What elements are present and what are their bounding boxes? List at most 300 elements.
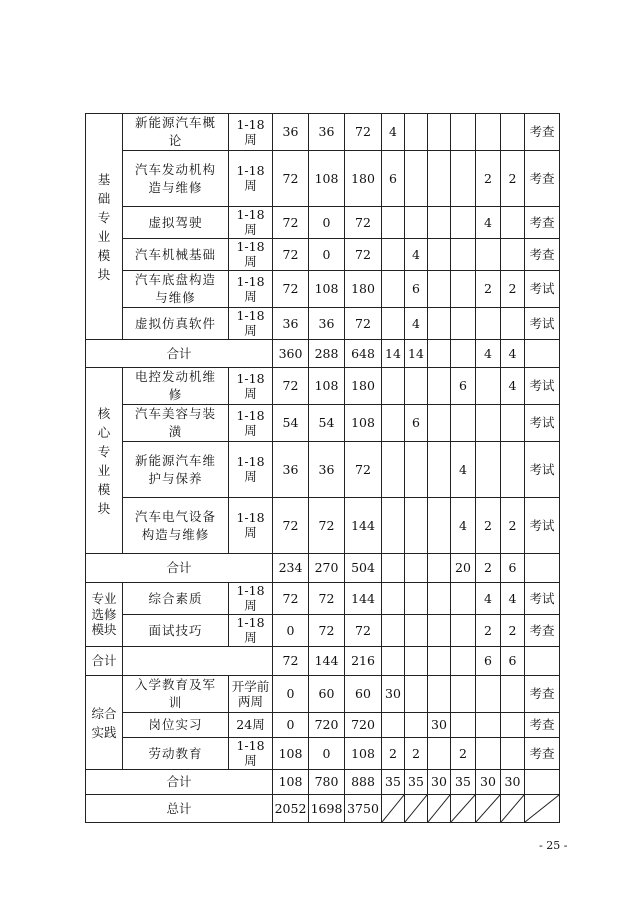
semester-5-hours-cell: 2 <box>476 271 501 308</box>
semester-4-hours-cell: 20 <box>451 554 476 583</box>
diagonal-slash <box>382 795 404 822</box>
total-hours-cell: 60 <box>345 676 382 713</box>
course-row <box>86 442 560 498</box>
weeks-cell <box>229 151 273 207</box>
diagonal-slash <box>525 795 559 822</box>
subtotal-label: 合计 <box>86 647 123 676</box>
semester-3-hours-cell <box>428 405 451 442</box>
subtotal-theory-hours: 360 <box>273 340 309 368</box>
weeks-cell <box>229 405 273 442</box>
semester-1-hours-cell <box>382 308 405 340</box>
semester-6-hours-cell: 2 <box>501 271 525 308</box>
semester-3-hours-cell <box>428 207 451 239</box>
semester-3-hours-cell <box>428 676 451 713</box>
subtotal-row <box>86 554 560 583</box>
assessment-cell: 考试 <box>525 405 560 442</box>
course-name: 汽车发动机构造与维修 <box>134 161 216 195</box>
practice-hours-cell: 0 <box>309 239 345 271</box>
theory-hours-cell: 0 <box>273 615 309 647</box>
semester-1-hours-cell <box>382 271 405 308</box>
diagonal-slash-cell <box>525 795 560 823</box>
semester-5-hours-cell: 2 <box>476 498 501 554</box>
module-name-cell <box>86 114 123 340</box>
course-name-cell <box>123 583 229 615</box>
subtotal-theory-hours: 234 <box>273 554 309 583</box>
diagonal-slash-cell <box>451 795 476 823</box>
semester-1-hours-cell <box>382 583 405 615</box>
semester-1-hours-cell <box>382 554 405 583</box>
semester-6-hours-cell: 2 <box>501 615 525 647</box>
theory-hours-cell: 72 <box>273 151 309 207</box>
assessment-cell: 考试 <box>525 583 560 615</box>
semester-1-hours-cell: 30 <box>382 676 405 713</box>
weeks-cell <box>229 676 273 713</box>
semester-5-hours-cell: 2 <box>476 615 501 647</box>
semester-3-hours-cell: 30 <box>428 713 451 738</box>
module-name: 核心专业模块 <box>97 405 111 516</box>
weeks-text: 24周 <box>236 717 265 732</box>
semester-2-hours-cell <box>405 442 428 498</box>
semester-2-hours-cell: 6 <box>405 405 428 442</box>
semester-5-hours-cell <box>476 308 501 340</box>
weeks-text: 1-18周 <box>236 370 265 401</box>
course-row <box>86 713 560 738</box>
semester-3-hours-cell <box>428 738 451 770</box>
theory-hours-cell: 72 <box>273 271 309 308</box>
practice-hours-cell: 60 <box>309 676 345 713</box>
semester-2-hours-cell <box>405 615 428 647</box>
practice-hours-cell: 72 <box>309 498 345 554</box>
subtotal-label: 合计 <box>86 340 273 368</box>
semester-2-hours-cell <box>405 554 428 583</box>
semester-6-hours-cell <box>501 738 525 770</box>
weeks-text: 1-18周 <box>236 239 265 269</box>
practice-hours-cell: 0 <box>309 207 345 239</box>
semester-6-hours-cell: 6 <box>501 647 525 676</box>
semester-5-hours-cell: 4 <box>476 340 501 368</box>
empty-cell <box>123 647 273 676</box>
module-name-cell <box>86 583 123 647</box>
weeks-cell <box>229 308 273 340</box>
subtotal-row <box>86 340 560 368</box>
weeks-cell <box>229 114 273 151</box>
course-name-cell <box>123 405 229 442</box>
total-hours-cell: 108 <box>345 738 382 770</box>
subtotal-label: 合计 <box>86 770 273 795</box>
assessment-cell: 考试 <box>525 308 560 340</box>
course-row <box>86 368 560 405</box>
theory-hours-cell: 54 <box>273 405 309 442</box>
practice-hours-cell: 36 <box>309 308 345 340</box>
course-row <box>86 738 560 770</box>
total-hours-cell: 72 <box>345 442 382 498</box>
semester-1-hours-cell: 14 <box>382 340 405 368</box>
semester-1-hours-cell: 4 <box>382 114 405 151</box>
semester-2-hours-cell <box>405 713 428 738</box>
semester-6-hours-cell <box>501 207 525 239</box>
course-name: 入学教育及军训 <box>134 677 216 710</box>
weeks-text: 1-18周 <box>236 583 265 613</box>
semester-2-hours-cell <box>405 583 428 615</box>
semester-5-hours-cell: 6 <box>476 647 501 676</box>
assessment-cell: 考查 <box>525 151 560 207</box>
total-hours-cell: 180 <box>345 151 382 207</box>
diagonal-slash <box>405 795 427 822</box>
practice-hours-cell: 720 <box>309 713 345 738</box>
semester-2-hours-cell <box>405 114 428 151</box>
semester-6-hours-cell: 2 <box>501 498 525 554</box>
page-number: - 25 - <box>539 839 568 852</box>
practice-hours-cell: 108 <box>309 151 345 207</box>
course-name-cell <box>123 271 229 308</box>
semester-4-hours-cell <box>451 713 476 738</box>
semester-5-hours-cell: 30 <box>476 770 501 795</box>
course-name-cell <box>123 442 229 498</box>
semester-2-hours-cell <box>405 207 428 239</box>
course-name: 新能源汽车维护与保养 <box>134 452 216 486</box>
subtotal-practice-hours: 288 <box>309 340 345 368</box>
curriculum-table <box>85 113 560 823</box>
weeks-cell <box>229 442 273 498</box>
course-name: 汽车电气设备构造与维修 <box>134 508 216 542</box>
semester-5-hours-cell <box>476 114 501 151</box>
semester-2-hours-cell <box>405 676 428 713</box>
semester-2-hours-cell <box>405 647 428 676</box>
practice-hours-cell: 36 <box>309 114 345 151</box>
subtotal-practice-hours: 270 <box>309 554 345 583</box>
semester-5-hours-cell: 2 <box>476 554 501 583</box>
semester-1-hours-cell <box>382 368 405 405</box>
semester-6-hours-cell <box>501 405 525 442</box>
subtotal-total-hours: 648 <box>345 340 382 368</box>
course-name-cell <box>123 676 229 713</box>
course-row <box>86 114 560 151</box>
total-hours-cell: 72 <box>345 207 382 239</box>
course-name: 岗位实习 <box>148 717 203 732</box>
practice-hours-cell: 54 <box>309 405 345 442</box>
module-name: 基础专业模块 <box>97 171 111 282</box>
diagonal-slash <box>476 795 500 822</box>
course-name-cell <box>123 207 229 239</box>
semester-3-hours-cell: 30 <box>428 770 451 795</box>
grand-total-total-hours: 3750 <box>345 795 382 823</box>
grand-total-theory-hours: 2052 <box>273 795 309 823</box>
assessment-cell: 考查 <box>525 713 560 738</box>
weeks-cell <box>229 207 273 239</box>
total-hours-cell: 72 <box>345 114 382 151</box>
semester-3-hours-cell <box>428 239 451 271</box>
semester-2-hours-cell <box>405 498 428 554</box>
semester-4-hours-cell: 35 <box>451 770 476 795</box>
weeks-cell <box>229 239 273 271</box>
semester-2-hours-cell: 14 <box>405 340 428 368</box>
semester-5-hours-cell: 2 <box>476 151 501 207</box>
semester-4-hours-cell <box>451 647 476 676</box>
semester-2-hours-cell: 6 <box>405 271 428 308</box>
practice-hours-cell: 0 <box>309 738 345 770</box>
semester-3-hours-cell <box>428 340 451 368</box>
assessment-cell: 考查 <box>525 676 560 713</box>
course-name: 电控发动机维修 <box>134 369 216 402</box>
grand-total-label: 总计 <box>86 795 273 823</box>
total-hours-cell: 72 <box>345 308 382 340</box>
semester-3-hours-cell <box>428 308 451 340</box>
total-hours-cell: 180 <box>345 368 382 405</box>
course-name-cell <box>123 368 229 405</box>
course-row <box>86 676 560 713</box>
semester-1-hours-cell: 2 <box>382 738 405 770</box>
semester-1-hours-cell: 6 <box>382 151 405 207</box>
course-row <box>86 308 560 340</box>
course-row <box>86 239 560 271</box>
semester-6-hours-cell: 30 <box>501 770 525 795</box>
course-row <box>86 405 560 442</box>
module-name-cell <box>86 368 123 554</box>
semester-2-hours-cell: 35 <box>405 770 428 795</box>
course-name: 面试技巧 <box>148 622 203 638</box>
subtotal-assessment-cell <box>525 647 560 676</box>
weeks-text: 1-18周 <box>236 510 265 540</box>
theory-hours-cell: 36 <box>273 114 309 151</box>
course-name-cell <box>123 615 229 647</box>
semester-4-hours-cell <box>451 151 476 207</box>
theory-hours-cell: 72 <box>273 583 309 615</box>
weeks-cell <box>229 368 273 405</box>
semester-1-hours-cell <box>382 498 405 554</box>
course-name: 新能源汽车概论 <box>134 115 216 148</box>
semester-4-hours-cell <box>451 340 476 368</box>
semester-1-hours-cell <box>382 615 405 647</box>
diagonal-slash-cell <box>428 795 451 823</box>
semester-4-hours-cell <box>451 676 476 713</box>
assessment-cell: 考试 <box>525 271 560 308</box>
semester-5-hours-cell <box>476 368 501 405</box>
subtotal-assessment-cell <box>525 770 560 795</box>
weeks-cell <box>229 498 273 554</box>
weeks-text: 1-18周 <box>236 738 265 768</box>
diagonal-slash <box>501 795 524 822</box>
semester-6-hours-cell: 4 <box>501 368 525 405</box>
theory-hours-cell: 72 <box>273 239 309 271</box>
semester-5-hours-cell: 4 <box>476 207 501 239</box>
diagonal-slash-cell <box>501 795 525 823</box>
course-name-cell <box>123 713 229 738</box>
semester-4-hours-cell: 4 <box>451 498 476 554</box>
assessment-cell: 考试 <box>525 498 560 554</box>
practice-hours-cell: 72 <box>309 583 345 615</box>
semester-2-hours-cell <box>405 368 428 405</box>
subtotal-total-hours: 216 <box>345 647 382 676</box>
diagonal-slash <box>451 795 475 822</box>
grand-total-row <box>86 795 560 823</box>
grand-total-practice-hours: 1698 <box>309 795 345 823</box>
theory-hours-cell: 108 <box>273 738 309 770</box>
semester-4-hours-cell <box>451 615 476 647</box>
subtotal-theory-hours: 108 <box>273 770 309 795</box>
subtotal-row <box>86 770 560 795</box>
semester-5-hours-cell: 4 <box>476 583 501 615</box>
assessment-cell: 考查 <box>525 207 560 239</box>
semester-6-hours-cell: 4 <box>501 340 525 368</box>
assessment-cell: 考查 <box>525 738 560 770</box>
semester-3-hours-cell <box>428 554 451 583</box>
subtotal-assessment-cell <box>525 554 560 583</box>
weeks-cell <box>229 583 273 615</box>
diagonal-slash <box>428 795 450 822</box>
course-name-cell <box>123 308 229 340</box>
total-hours-cell: 108 <box>345 405 382 442</box>
diagonal-slash-cell <box>476 795 501 823</box>
semester-4-hours-cell <box>451 583 476 615</box>
semester-5-hours-cell <box>476 738 501 770</box>
semester-6-hours-cell <box>501 676 525 713</box>
weeks-text: 1-18周 <box>236 116 265 147</box>
semester-4-hours-cell: 4 <box>451 442 476 498</box>
subtotal-row <box>86 647 560 676</box>
practice-hours-cell: 108 <box>309 271 345 308</box>
subtotal-label: 合计 <box>86 554 273 583</box>
practice-hours-cell: 36 <box>309 442 345 498</box>
course-name-cell <box>123 151 229 207</box>
semester-5-hours-cell <box>476 442 501 498</box>
weeks-text: 1-18周 <box>236 615 265 645</box>
semester-4-hours-cell <box>451 239 476 271</box>
semester-1-hours-cell <box>382 647 405 676</box>
semester-5-hours-cell <box>476 405 501 442</box>
course-row <box>86 583 560 615</box>
course-name: 虚拟驾驶 <box>148 214 203 230</box>
weeks-text: 1-18周 <box>236 163 265 193</box>
total-hours-cell: 144 <box>345 583 382 615</box>
weeks-text: 1-18周 <box>236 207 265 237</box>
weeks-cell <box>229 713 273 738</box>
total-hours-cell: 720 <box>345 713 382 738</box>
course-row <box>86 151 560 207</box>
diagonal-slash-cell <box>382 795 405 823</box>
weeks-text: 开学前两周 <box>231 678 270 709</box>
module-name: 综合实践 <box>91 705 117 740</box>
weeks-text: 1-18周 <box>236 308 265 338</box>
diagonal-slash-cell <box>405 795 428 823</box>
theory-hours-cell: 72 <box>273 498 309 554</box>
semester-3-hours-cell <box>428 647 451 676</box>
module-name: 专业选修模块 <box>91 591 117 637</box>
course-name: 综合素质 <box>148 590 203 606</box>
semester-1-hours-cell <box>382 207 405 239</box>
weeks-cell <box>229 738 273 770</box>
theory-hours-cell: 0 <box>273 676 309 713</box>
semester-1-hours-cell <box>382 405 405 442</box>
semester-1-hours-cell <box>382 442 405 498</box>
semester-6-hours-cell: 6 <box>501 554 525 583</box>
weeks-text: 1-18周 <box>236 273 265 304</box>
practice-hours-cell: 72 <box>309 615 345 647</box>
semester-4-hours-cell <box>451 271 476 308</box>
module-name-cell <box>86 676 123 770</box>
course-name-cell <box>123 114 229 151</box>
theory-hours-cell: 0 <box>273 713 309 738</box>
theory-hours-cell: 36 <box>273 308 309 340</box>
assessment-cell: 考查 <box>525 615 560 647</box>
semester-3-hours-cell <box>428 583 451 615</box>
semester-2-hours-cell: 2 <box>405 738 428 770</box>
subtotal-practice-hours: 144 <box>309 647 345 676</box>
total-hours-cell: 72 <box>345 615 382 647</box>
total-hours-cell: 144 <box>345 498 382 554</box>
semester-3-hours-cell <box>428 114 451 151</box>
total-hours-cell: 180 <box>345 271 382 308</box>
subtotal-total-hours: 888 <box>345 770 382 795</box>
semester-5-hours-cell <box>476 239 501 271</box>
subtotal-theory-hours: 72 <box>273 647 309 676</box>
course-row <box>86 498 560 554</box>
semester-2-hours-cell: 4 <box>405 308 428 340</box>
course-name-cell <box>123 738 229 770</box>
course-row <box>86 271 560 308</box>
assessment-cell: 考查 <box>525 114 560 151</box>
total-hours-cell: 72 <box>345 239 382 271</box>
practice-hours-cell: 108 <box>309 368 345 405</box>
semester-4-hours-cell <box>451 308 476 340</box>
semester-6-hours-cell: 2 <box>501 151 525 207</box>
semester-3-hours-cell <box>428 368 451 405</box>
semester-1-hours-cell <box>382 713 405 738</box>
semester-6-hours-cell: 4 <box>501 583 525 615</box>
semester-6-hours-cell <box>501 442 525 498</box>
theory-hours-cell: 36 <box>273 442 309 498</box>
semester-6-hours-cell <box>501 114 525 151</box>
semester-3-hours-cell <box>428 442 451 498</box>
weeks-text: 1-18周 <box>236 407 265 438</box>
semester-6-hours-cell <box>501 713 525 738</box>
weeks-text: 1-18周 <box>236 454 265 484</box>
course-name-cell <box>123 239 229 271</box>
course-name: 劳动教育 <box>148 745 203 761</box>
assessment-cell: 考查 <box>525 239 560 271</box>
weeks-cell <box>229 271 273 308</box>
semester-1-hours-cell <box>382 239 405 271</box>
course-row <box>86 207 560 239</box>
semester-2-hours-cell: 4 <box>405 239 428 271</box>
course-name: 汽车美容与装潢 <box>134 406 216 439</box>
semester-4-hours-cell: 6 <box>451 368 476 405</box>
theory-hours-cell: 72 <box>273 368 309 405</box>
semester-1-hours-cell: 35 <box>382 770 405 795</box>
semester-2-hours-cell <box>405 151 428 207</box>
semester-4-hours-cell <box>451 207 476 239</box>
semester-3-hours-cell <box>428 615 451 647</box>
weeks-cell <box>229 615 273 647</box>
semester-3-hours-cell <box>428 271 451 308</box>
subtotal-practice-hours: 780 <box>309 770 345 795</box>
semester-4-hours-cell: 2 <box>451 738 476 770</box>
subtotal-total-hours: 504 <box>345 554 382 583</box>
course-name-cell <box>123 498 229 554</box>
theory-hours-cell: 72 <box>273 207 309 239</box>
semester-3-hours-cell <box>428 151 451 207</box>
assessment-cell: 考试 <box>525 442 560 498</box>
course-name: 汽车底盘构造与维修 <box>134 272 216 305</box>
semester-5-hours-cell <box>476 676 501 713</box>
course-name: 汽车机械基础 <box>134 246 216 262</box>
semester-6-hours-cell <box>501 308 525 340</box>
semester-4-hours-cell <box>451 114 476 151</box>
course-name: 虚拟仿真软件 <box>134 315 216 331</box>
assessment-cell: 考试 <box>525 368 560 405</box>
semester-6-hours-cell <box>501 239 525 271</box>
course-row <box>86 615 560 647</box>
semester-3-hours-cell <box>428 498 451 554</box>
